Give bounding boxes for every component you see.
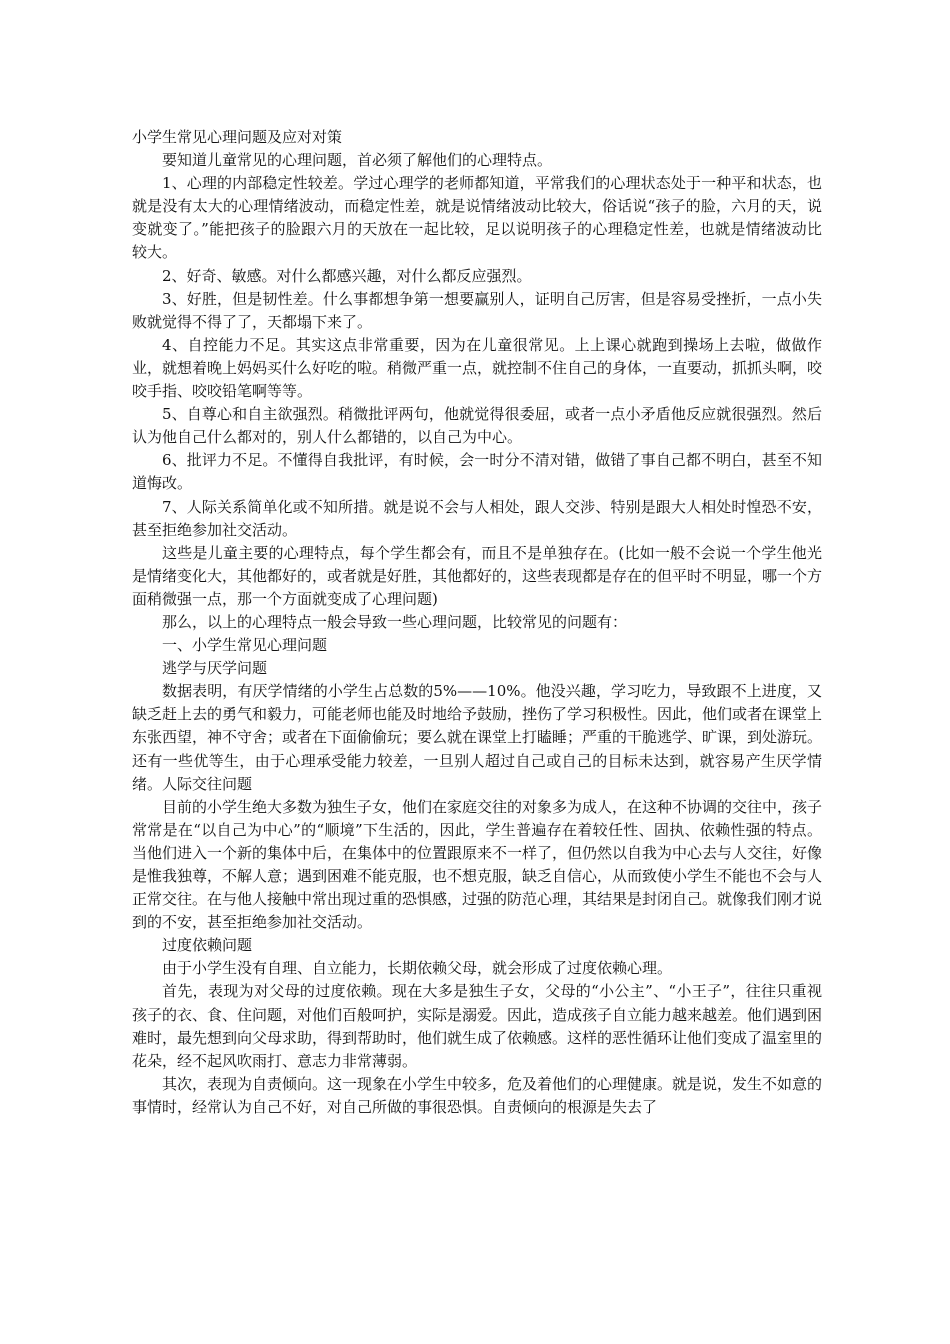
paragraph-dependence-intro: 由于小学生没有自理、自立能力，长期依赖父母，就会形成了过度依赖心理。: [162, 959, 673, 978]
document-body: [132, 126, 822, 1119]
subheading-truancy: 逃学与厌学问题: [162, 659, 268, 678]
document-title: 小学生常见心理问题及应对对策: [132, 128, 343, 146]
paragraph-self-blame: 其次，表现为自责倾向。这一现象在小学生中较多，危及着他们的心理健康。就是说，发生不如意的事情时，经常认为自己不好，对自己所做的事很恐惧。自责倾向的根源是失去了: [132, 1074, 823, 1116]
paragraph-truancy: 数据表明，有厌学情绪的小学生占总数的5%——10%。他没兴趣，学习吃力，导致跟不上进度，又缺乏赶上去的勇气和毅力，可能老师也能及时地给予鼓励，挫伤了学习积极性。因此，他们或者在课堂上东张西望，神不守舍；或者在下面偷偷玩；要么就在课堂上打瞌睡；严重的干脆逃学、旷课，到处游玩。还有一些优等生，由于心理承受能力较差，一旦别人超过自己或自己的目标未达到，就容易产生厌学情绪。人际交往问题: [132, 682, 823, 793]
paragraph-trait-6: 6、批评力不足。不懂得自我批评，有时候，会一时分不清对错，做错了事自己都不明白，甚至不知道悔改。: [132, 451, 822, 493]
paragraph-trait-2: 2、好奇、敏感。对什么都感兴趣，对什么都反应强烈。: [162, 266, 532, 285]
paragraph-transition: 那么，以上的心理特点一般会导致一些心理问题，比较常见的问题有：: [162, 612, 628, 631]
paragraph-trait-3: 3、好胜，但是韧性差。什么事都想争第一想要赢别人，证明自己厉害，但是容易受挫折，一点小失败就觉得不得了了，天都塌下来了。: [132, 289, 822, 331]
paragraph-trait-7: 7、人际关系简单化或不知所措。就是说不会与人相处，跟人交涉、特别是跟大人相处时惶恐不安，甚至拒绝参加社交活动。: [132, 497, 822, 539]
paragraph-social: 目前的小学生绝大多数为独生子女，他们在家庭交往的对象多为成人，在这种不协调的交往中，孩子常常是在“以自己为中心”的“顺境”下生活的，因此，学生普遍存在着较任性、固执、依赖性强的特点。当他们进入一个新的集体中后，在集体中的位置跟原来不一样了，但仍然以自我为中心去与人交往，好像是惟我独尊，不解人意；遇到困难不能克服，也不想克服，缺乏自信心，从而致使小学生不能也不会与人正常交往。在与他人接触中常出现过重的恐惧感，过强的防范心理，其结果是封闭自己。就像我们刚才说到的不安，甚至拒绝参加社交活动。: [132, 797, 823, 932]
paragraph-trait-4: 4、自控能力不足。其实这点非常重要，因为在儿童很常见。上上课心就跑到操场上去啦，做做作业，就想着晚上妈妈买什么好吃的啦。稍微严重一点，就控制不住自己的身体，一直要动，抓抓头啊，咬咬手指、咬咬铅笔啊等等。: [132, 335, 823, 401]
subheading-dependence: 过度依赖问题: [162, 936, 253, 955]
paragraph-dependence-parents: 首先，表现为对父母的过度依赖。现在大多是独生子女，父母的“小公主”、“小王子”，往往只重视孩子的衣、食、住问题，对他们百般呵护，实际是溺爱。因此，造成孩子自立能力越来越差。他们遇到困难时，最先想到向父母求助，得到帮助时，他们就生成了依赖感。这样的恶性循环让他们变成了温室里的花朵，经不起风吹雨打、意志力非常薄弱。: [132, 982, 823, 1070]
paragraph-trait-1: 1、心理的内部稳定性较差。学过心理学的老师都知道，平常我们的心理状态处于一种平和状态，也就是没有太大的心理情绪波动，而稳定性差，就是说情绪波动比较大，俗话说“孩子的脸，六月的天，说变就变了。”能把孩子的脸跟六月的天放在一起比较，足以说明孩子的心理稳定性差，也就是情绪波动比较大。: [132, 174, 822, 262]
paragraph-trait-5: 5、自尊心和自主欲强烈。稍微批评两句，他就觉得很委屈，或者一点小矛盾他反应就很强烈。然后认为他自己什么都对的，别人什么都错的，以自己为中心。: [132, 405, 822, 447]
paragraph-intro: 要知道儿童常见的心理问题，首必须了解他们的心理特点。: [162, 151, 553, 170]
paragraph-summary: 这些是儿童主要的心理特点，每个学生都会有，而且不是单独存在。(比如一般不会说一个学生他光是情绪变化大，其他都好的，或者就是好胜，其他都好的，这些表现都是存在的但平时不明显，哪一个方面稍微强一点，那一个方面就变成了心理问题): [132, 543, 823, 608]
section-heading: 一、小学生常见心理问题: [162, 636, 328, 655]
